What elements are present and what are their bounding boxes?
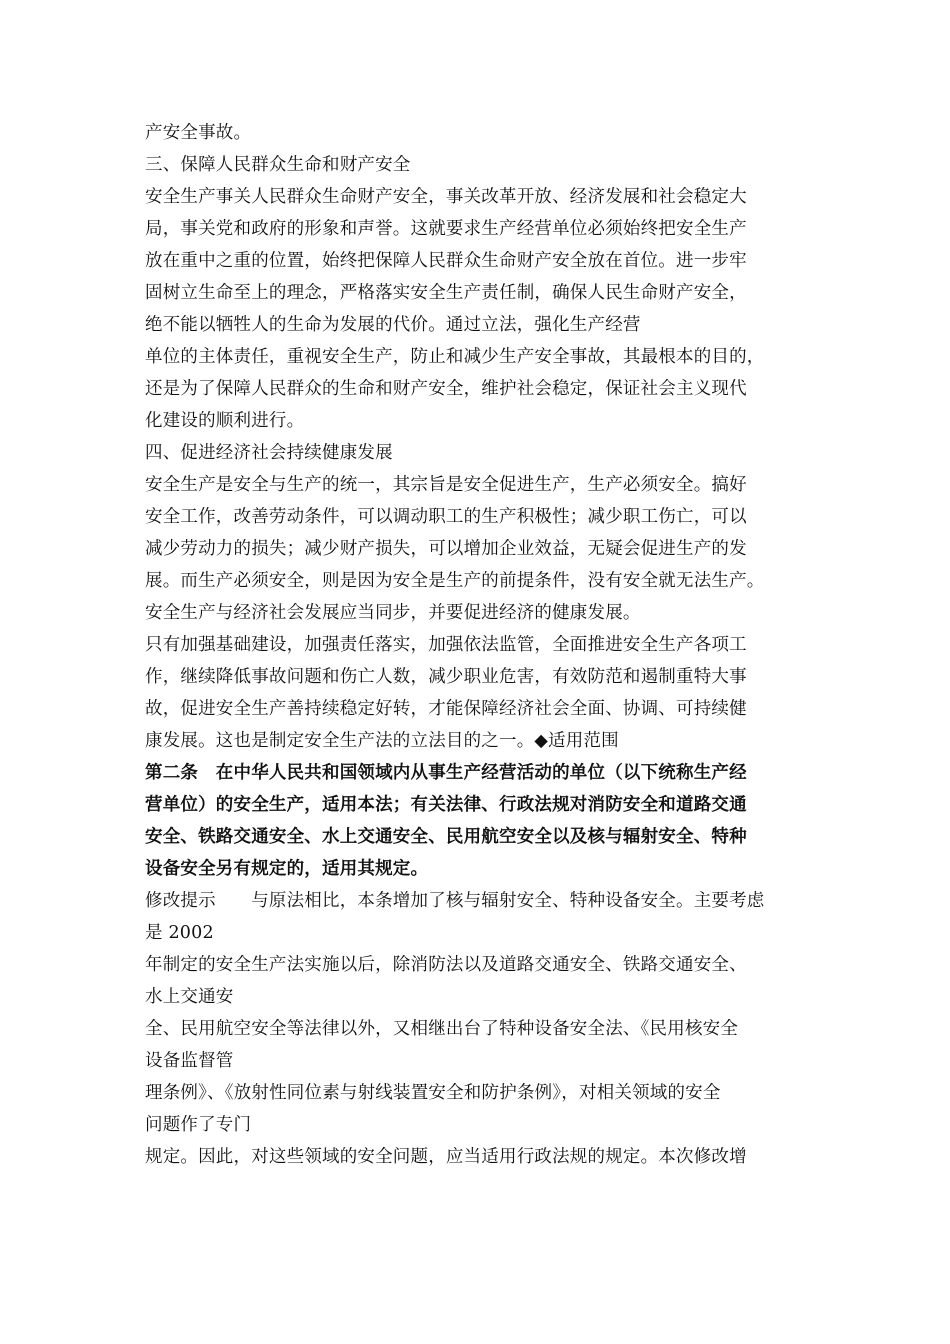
text-line: 只有加强基础建设，加强责任落实，加强依法监管，全面推进安全生产各项工 xyxy=(145,635,747,655)
note-line: 理条例》、《放射性同位素与射线装置安全和防护条例》，对相关领域的安全 xyxy=(145,1083,721,1103)
text-line: 绝不能以牺牲人的生命为发展的代价。通过立法，强化生产经营 xyxy=(145,315,641,335)
note-line: 规定。因此，对这些领域的安全问题，应当适用行政法规的规定。本次修改增 xyxy=(145,1147,747,1167)
note-line: 设备监督管 xyxy=(145,1051,234,1071)
note-line: 问题作了专门 xyxy=(145,1115,252,1135)
note-line: 全、民用航空安全等法律以外，又相继出台了特种设备安全法、《民用核安全 xyxy=(145,1019,739,1039)
text-line: 还是为了保障人民群众的生命和财产安全，维护社会稳定，保证社会主义现代 xyxy=(145,379,747,399)
text-line: 安全生产与经济社会发展应当同步，并要促进经济的健康发展。 xyxy=(145,603,641,623)
note-line: 年制定的安全生产法实施以后，除消防法以及道路交通安全、铁路交通安全、 xyxy=(145,955,747,975)
note-line: 是 2002 xyxy=(145,923,214,943)
text-line: 故，促进安全生产善持续稳定好转，才能保障经济社会全面、协调、可持续健 xyxy=(145,699,747,719)
document-body xyxy=(145,117,825,1173)
text-line: 安全工作，改善劳动条件，可以调动职工的生产积极性；减少职工伤亡，可以 xyxy=(145,507,747,527)
section-heading: 三、保障人民群众生命和财产安全 xyxy=(145,155,411,175)
text-line: 康发展。这也是制定安全生产法的立法目的之一。◆适用范围 xyxy=(145,731,619,751)
article-line: 设备安全另有规定的，适用其规定。 xyxy=(145,859,429,879)
section-heading: 四、促进经济社会持续健康发展 xyxy=(145,443,393,463)
text-line: 安全生产是安全与生产的统一，其宗旨是安全促进生产，生产必须安全。搞好 xyxy=(145,475,747,495)
text-line: 展。而生产必须安全，则是因为安全是生产的前提条件，没有安全就无法生产。 xyxy=(145,571,765,591)
text-line: 产安全事故。 xyxy=(145,123,252,143)
text-line: 单位的主体责任，重视安全生产，防止和减少生产安全事故，其最根本的目的， xyxy=(145,347,765,367)
text-line: 放在重中之重的位置，始终把保障人民群众生命财产安全放在首位。进一步牢 xyxy=(145,251,747,271)
note-line: 修改提示 与原法相比，本条增加了核与辐射安全、特种设备安全。主要考虑 xyxy=(145,891,765,911)
article-line: 第二条 在中华人民共和国领域内从事生产经营活动的单位（以下统称生产经 xyxy=(145,763,747,783)
article-line: 营单位）的安全生产，适用本法；有关法律、行政法规对消防安全和道路交通 xyxy=(145,795,747,815)
text-line: 局，事关党和政府的形象和声誉。这就要求生产经营单位必须始终把安全生产 xyxy=(145,219,747,239)
text-line: 减少劳动力的损失；减少财产损失，可以增加企业效益，无疑会促进生产的发 xyxy=(145,539,747,559)
text-line: 安全生产事关人民群众生命财产安全，事关改革开放、经济发展和社会稳定大 xyxy=(145,187,747,207)
text-line: 作，继续降低事故问题和伤亡人数，减少职业危害，有效防范和遏制重特大事 xyxy=(145,667,747,687)
text-line: 化建设的顺利进行。 xyxy=(145,411,305,431)
text-line: 固树立生命至上的理念，严格落实安全生产责任制，确保人民生命财产安全， xyxy=(145,283,747,303)
note-line: 水上交通安 xyxy=(145,987,234,1007)
article-line: 安全、铁路交通安全、水上交通安全、民用航空安全以及核与辐射安全、特种 xyxy=(145,827,747,847)
